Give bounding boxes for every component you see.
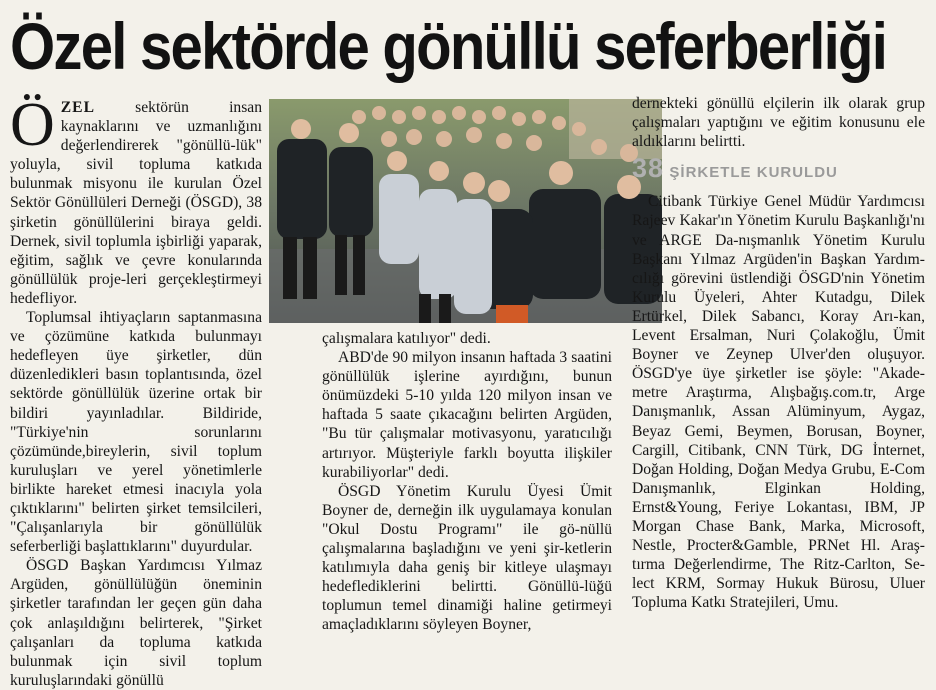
subhead-number: 38 [632,153,665,184]
article-column-3 [632,94,925,612]
paragraph: Citibank Türkiye Genel Müdür Yardımcısı Rajeev Kakar'ın Yönetim Kurulu Başkanlığı'nı ve ARGE Da-nışmanlık Yönetim Kurulu Başkanı Yılmaz Argüden'in Başkan Yardım-cılığı görevini üstlendiği ÖSGD'nin Yönetim Kurulu Üyeleri, Ahter Kutadgu, Dilek Ertürkel, Dilek Sabancı, Koray Arı-kan, Levent Ersalman, Nuri Çolakoğlu, Ümit Boyner ve Zeynep Ulver'den oluşuyor. ÖSGD'ye üye şirketler ise şöyle: "Akade-metre Araştırma, Alışbağış.com.tr, Arge Danışmanlık, Assan Alüminyum, Aygaz, Beyaz Gemi, Beymen, Borusan, Boyner, Cargill, Citibank, CNN Türk, DG İnternet, Doğan Holding, Doğan Medya Grubu, E-Com Danışmanlık, Elginkan Holding, Ernst&Young, Feriye Lokantası, IBM, JP Morgan Chase Bank, Marka, Microsoft, Nestle, Procter&Gamble, PRNet Hl. Araş-tırma Değerlendirme, The Ritz-Carlton, Se-lect KRM, Sormay Hukuk Bürosu, Uluer Topluma Katkı Stratejileri, Umu. [632,193,925,612]
article-column-2 [322,329,612,635]
subhead-text: ŞİRKETLE KURULDU [669,164,838,182]
paragraph: dernekteki gönüllü elçilerin ilk olarak grup çalışmaları yaptığını ve eğitim konusunu ele aldıklarını belirtti. [632,95,925,151]
paragraph: ABD'de 90 milyon insanın haftada 3 saatini gönüllülük işlerine ayırdığını, bunun önümüzdeki 5-10 yılda 120 milyon insan ve haftada 5 saate çıkacağını belirten Argüden, "Bu tür çalışmalar motivasyonu, yaratıcılığı artırıyor. Müşteriyle farklı boyutta ilişkiler kurabiliyorlar" dedi. [322,349,612,481]
paragraph: çalışmalara katılıyor" dedi. [322,330,491,347]
paragraph: ÖSGD Başkan Yardımcısı Yılmaz Argüden, gönüllülüğün öneminin şirketler tarafından ler geçen gün daha çok anlaşıldığını belirterek, "Şirket çalışanları da topluma katkıda bulunmak için sivil toplum kuruluşlarındaki gönüllü [10,557,262,689]
article-column-1 [10,91,262,690]
article-headline: Özel sektörde gönüllü seferberliği [10,9,887,83]
paragraph [10,91,262,308]
paragraph: ÖSGD Yönetim Kurulu Üyesi Ümit Boyner de, derneğin ilk uygulamaya konulan "Okul Dostu Programı" ile gö-nüllü çalışmalarına başladığını ve yeni şir-ketlerin katılımıyla daha geniş bir kitleye ulaşmayı hedeflediklerini belirtti. Gönüllü-lüğü toplumun temel dinamiği haline getirmeyi amaçladıklarını söyleyen Boyner, [322,482,612,634]
lead-word: ZEL [60,99,95,116]
paragraph-text: sektörün insan kaynaklarını ve uzmanlığını değerlendirerek "gönüllü-lük" yoluyla, sivil topluma katkıda bulunmak misyonu ile kurulan Özel Sektör Gönüllüleri Derneği (ÖSGD), 38 şirketin gönüllülerini biraya geldi. Dernek, sivil toplumla işbirliği yaparak, eğitim, sağlık ve çevre konularında gönüllülük proje-leri gerçekleştirmeyi hedefliyor. [10,99,262,307]
dropcap: Ö [10,91,55,159]
paragraph: Toplumsal ihtiyaçların saptanmasına ve çözümüne katkıda bulunmayı hedefleyen üye şirketler, dün düzenledikleri basın toplantısında, özel sektörde gönüllülük üzerine ortak bir bildiri yayınladılar. Bildiride, "Türkiye'nin sorunlarını çözümünde,bireylerin, sivil toplum kuruluşları ve yerel yönetimlerle birlikte hareket etmesi inacıyla yola çıktıklarını" belirten şirket temsilcileri, "Çalışanlarıyla bir gönüllülük seferberliği başlattıklarını" duyurdular. [10,309,262,556]
section-subhead [632,153,925,184]
group-photo [269,99,665,323]
